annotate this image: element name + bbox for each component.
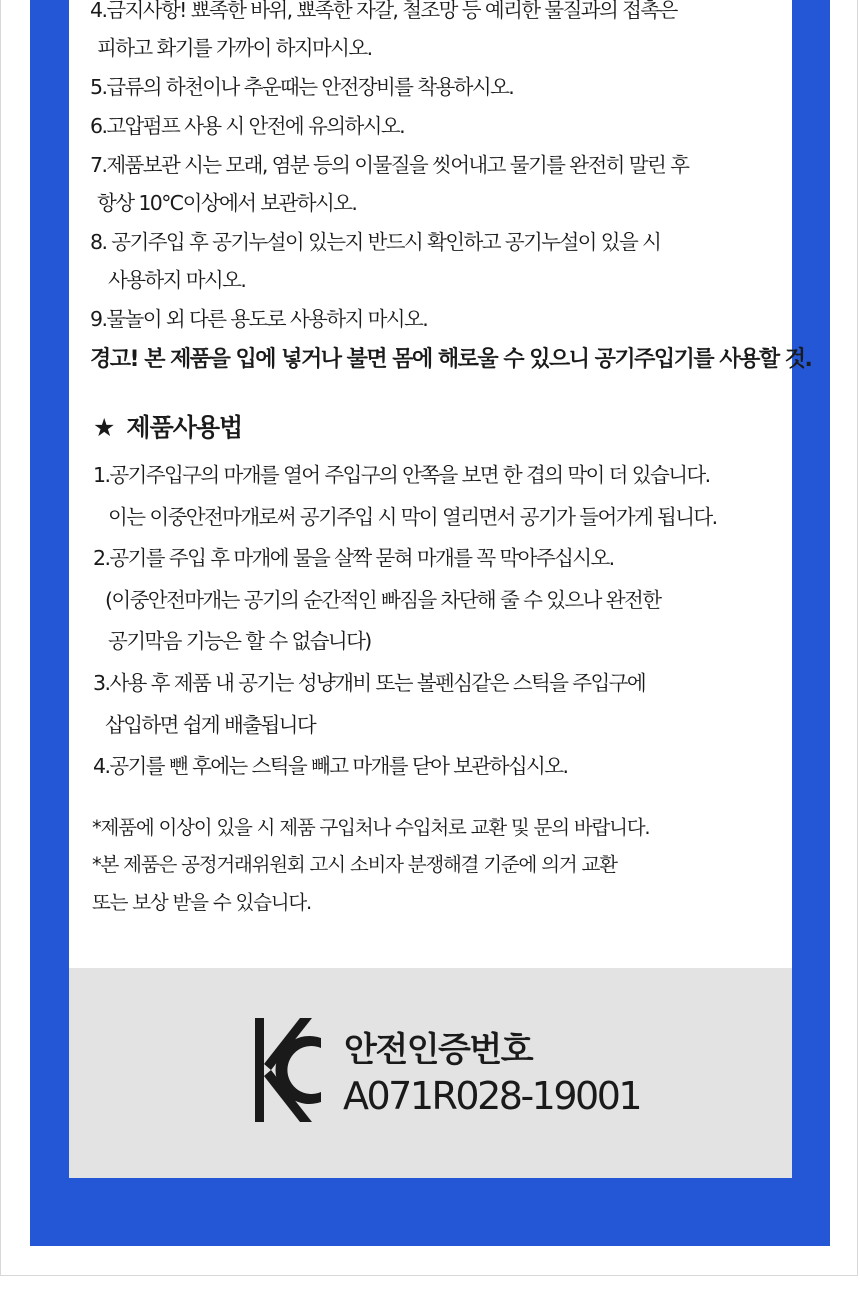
caution-line-8b: 사용하지 마시오. [108,268,246,292]
caution-line-4b: 피하고 화기를 가까이 하지마시오. [97,36,372,60]
certification-label: 안전인증번호 [344,1030,533,1070]
certification-number: A071R028-19001 [343,1074,641,1118]
caution-line-4a: 4.금지사항! 뾰족한 바위, 뾰족한 자갈, 철조망 등 예리한 물질과의 접촉은 [90,0,677,22]
kc-mark-icon [255,1018,321,1122]
usage-line-2c: 공기막음 기능은 할 수 없습니다) [108,629,371,653]
usage-line-4: 4.공기를 뺀 후에는 스틱을 빼고 마개를 닫아 보관하십시오. [93,754,568,778]
star-icon: ★ [93,413,115,442]
usage-title: 제품사용법 [126,413,243,442]
caution-line-5: 5.급류의 하천이나 추운때는 안전장비를 착용하시오. [90,75,514,99]
usage-line-3b: 삽입하면 쉽게 배출됩니다 [105,713,316,737]
usage-line-3a: 3.사용 후 제품 내 공기는 성냥개비 또는 볼펜심같은 스틱을 주입구에 [93,671,646,695]
usage-line-1b: 이는 이중안전마개로써 공기주입 시 막이 열리면서 공기가 들어가게 됩니다. [108,505,717,529]
caution-line-6: 6.고압펌프 사용 시 안전에 유의하시오. [90,114,404,138]
usage-line-2a: 2.공기를 주입 후 마개에 물을 살짝 묻혀 마개를 꼭 막아주십시오. [93,546,614,570]
usage-line-2b: (이중안전마개는 공기의 순간적인 빠짐을 차단해 줄 수 있으나 완전한 [105,588,661,612]
note-line-3: 또는 보상 받을 수 있습니다. [92,891,311,914]
certification-box [69,968,792,1178]
caution-line-8a: 8. 공기주입 후 공기누설이 있는지 반드시 확인하고 공기누설이 있을 시 [90,230,661,254]
note-line-1: *제품에 이상이 있을 시 제품 구입처나 수입처로 교환 및 문의 바랍니다. [92,816,650,839]
caution-line-7b: 항상 10℃이상에서 보관하시오. [97,191,357,215]
note-line-2: *본 제품은 공정거래위원회 고시 소비자 분쟁해결 기준에 의거 교환 [92,853,617,876]
warning-text: 경고! 본 제품을 입에 넣거나 불면 몸에 해로울 수 있으니 공기주입기를 사용할 것. [90,347,812,372]
usage-heading [93,412,242,444]
caution-line-9: 9.물놀이 외 다른 용도로 사용하지 마시오. [90,307,428,331]
usage-line-1a: 1.공기주입구의 마개를 열어 주입구의 안쪽을 보면 한 겹의 막이 더 있습니다. [93,463,710,487]
caution-line-7a: 7.제품보관 시는 모래, 염분 등의 이물질을 씻어내고 물기를 완전히 말린 후 [90,153,689,177]
